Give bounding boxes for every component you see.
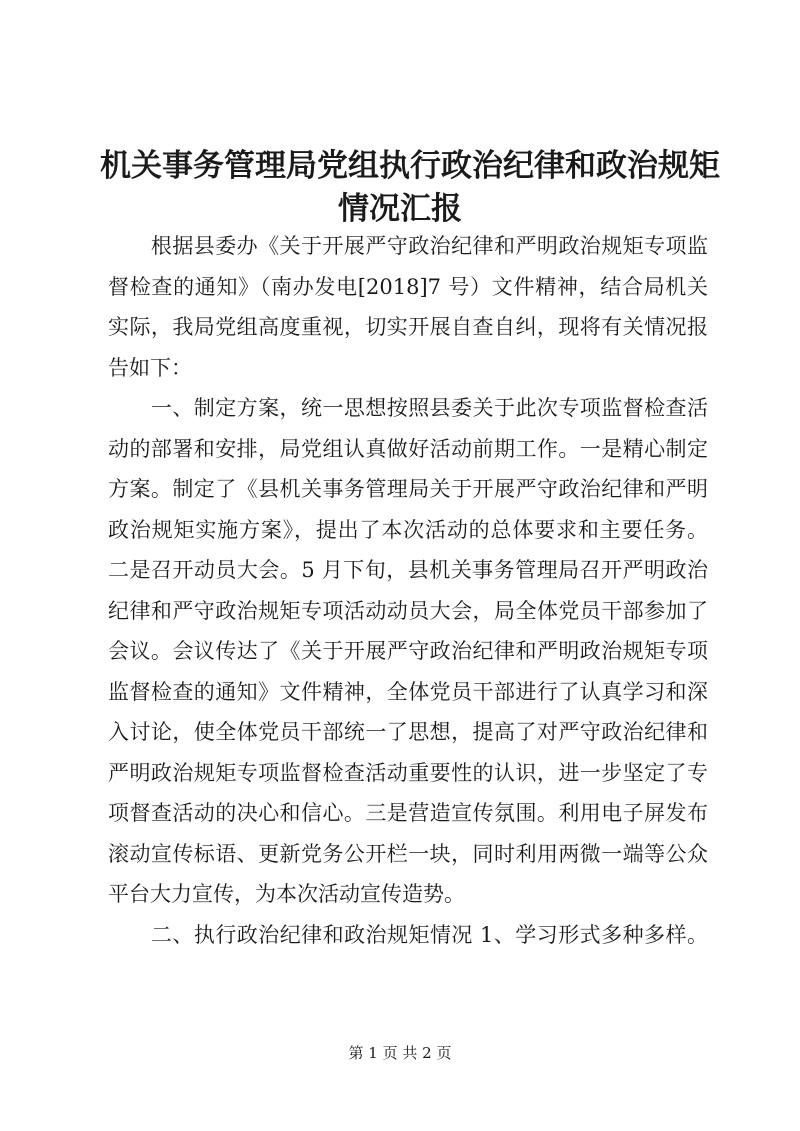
body-line: 监督检查的通知》文件精神，全体党员干部进行了认真学习和深 (108, 679, 708, 704)
body-line: 根据县委办《关于开展严守政治纪律和严明政治规矩专项监 (108, 234, 708, 258)
body-line: 告如下： (108, 355, 192, 380)
body-line: 入讨论，使全体党员干部统一了思想，提高了对严守政治纪律和 (108, 720, 708, 744)
body-line: 方案。制定了《县机关事务管理局关于开展严守政治纪律和严明 (108, 477, 708, 501)
body-line: 严明政治规矩专项监督检查活动重要性的认识，进一步坚定了专 (108, 760, 708, 785)
body-line: 政治规矩实施方案》，提出了本次活动的总体要求和主要任务。 (108, 517, 708, 542)
body-line: 动的部署和安排，局党组认真做好活动前期工作。一是精心制定 (108, 436, 708, 461)
document-title-line-2: 情况汇报 (338, 191, 462, 227)
body-line: 滚动宣传标语、更新党务公开栏一块，同时利用两微一端等公众 (108, 841, 708, 866)
body-line: 纪律和严守政治规矩专项活动动员大会，局全体党员干部参加了 (108, 598, 708, 623)
body-line: 会议。会议传达了《关于开展严守政治纪律和严明政治规矩专项 (108, 639, 708, 663)
page-footer: 第 1 页 共 2 页 (348, 1044, 452, 1062)
document-body (108, 226, 708, 955)
body-line: 平台大力宣传，为本次活动宣传造势。 (108, 882, 465, 906)
body-line: 一、制定方案，统一思想按照县委关于此次专项监督检查活 (108, 396, 708, 420)
body-line: 项督查活动的决心和信心。三是营造宣传氛围。利用电子屏发布 (108, 801, 708, 825)
body-line: 二是召开动员大会。5 月下旬，县机关事务管理局召开严明政治 (108, 558, 708, 582)
body-line: 二、执行政治纪律和政治规矩情况 1、学习形式多种多样。 (108, 922, 708, 947)
body-line: 实际，我局党组高度重视，切实开展自查自纠，现将有关情况报 (108, 315, 708, 339)
body-line: 督检查的通知》（南办发电[2018]7 号）文件精神，结合局机关 (108, 274, 708, 299)
document-title-line-1: 机关事务管理局党组执行政治纪律和政治规矩 (100, 148, 720, 184)
